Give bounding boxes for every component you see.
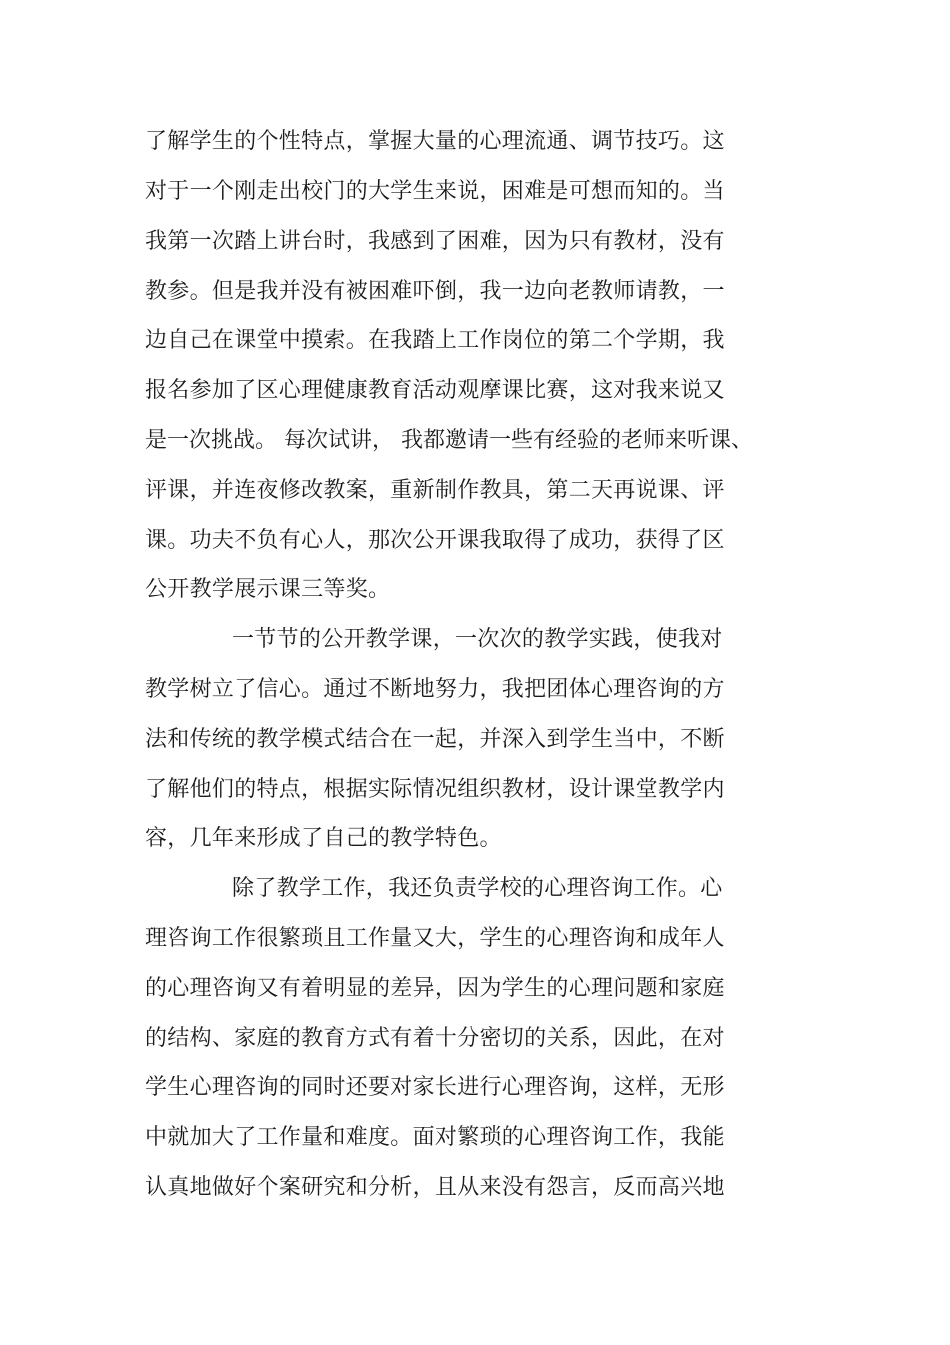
text-line: 了解学生的个性特点，掌握大量的心理流通、调节技巧。这 bbox=[145, 129, 725, 154]
text-line: 评课，并连夜修改教案，重新制作教具，第二天再说课、评 bbox=[145, 478, 725, 503]
text-line: 学生心理咨询的同时还要对家长进行心理咨询，这样，无形 bbox=[145, 1075, 725, 1100]
text-line: 理咨询工作很繁琐且工作量又大，学生的心理咨询和成年人 bbox=[145, 926, 725, 951]
text-line: 公开教学展示课三等奖。 bbox=[145, 577, 391, 602]
paragraph-first-line: 除了教学工作，我还负责学校的心理咨询工作。心 bbox=[232, 876, 723, 901]
text-line: 是一次挑战。 每次试讲， 我都邀请一些有经验的老师来听课、 bbox=[145, 428, 753, 453]
text-line: 认真地做好个案研究和分析，且从来没有怨言，反而高兴地 bbox=[145, 1175, 725, 1200]
text-line: 的结构、家庭的教育方式有着十分密切的关系，因此，在对 bbox=[145, 1026, 725, 1051]
text-line: 对于一个刚走出校门的大学生来说，困难是可想而知的。当 bbox=[145, 179, 725, 204]
text-line: 了解他们的特点，根据实际情况组织教材，设计课堂教学内 bbox=[145, 777, 725, 802]
text-line: 法和传统的教学模式结合在一起，并深入到学生当中，不断 bbox=[145, 727, 725, 752]
text-line: 容，几年来形成了自己的教学特色。 bbox=[145, 826, 502, 851]
text-line: 边自己在课堂中摸索。在我踏上工作岗位的第二个学期，我 bbox=[145, 328, 725, 353]
text-line: 教参。但是我并没有被困难吓倒，我一边向老教师请教，一 bbox=[145, 279, 725, 304]
paragraph-first-line: 一节节的公开教学课，一次次的教学实践，使我对 bbox=[232, 627, 723, 652]
text-line: 中就加大了工作量和难度。面对繁琐的心理咨询工作，我能 bbox=[145, 1125, 725, 1150]
text-line: 课。功夫不负有心人，那次公开课我取得了成功，获得了区 bbox=[145, 528, 725, 553]
text-line: 我第一次踏上讲台时，我感到了困难，因为只有教材，没有 bbox=[145, 229, 725, 254]
text-line: 的心理咨询又有着明显的差异，因为学生的心理问题和家庭 bbox=[145, 976, 725, 1001]
text-line: 教学树立了信心。通过不断地努力，我把团体心理咨询的方 bbox=[145, 677, 725, 702]
text-line: 报名参加了区心理健康教育活动观摩课比赛，这对我来说又 bbox=[145, 378, 725, 403]
